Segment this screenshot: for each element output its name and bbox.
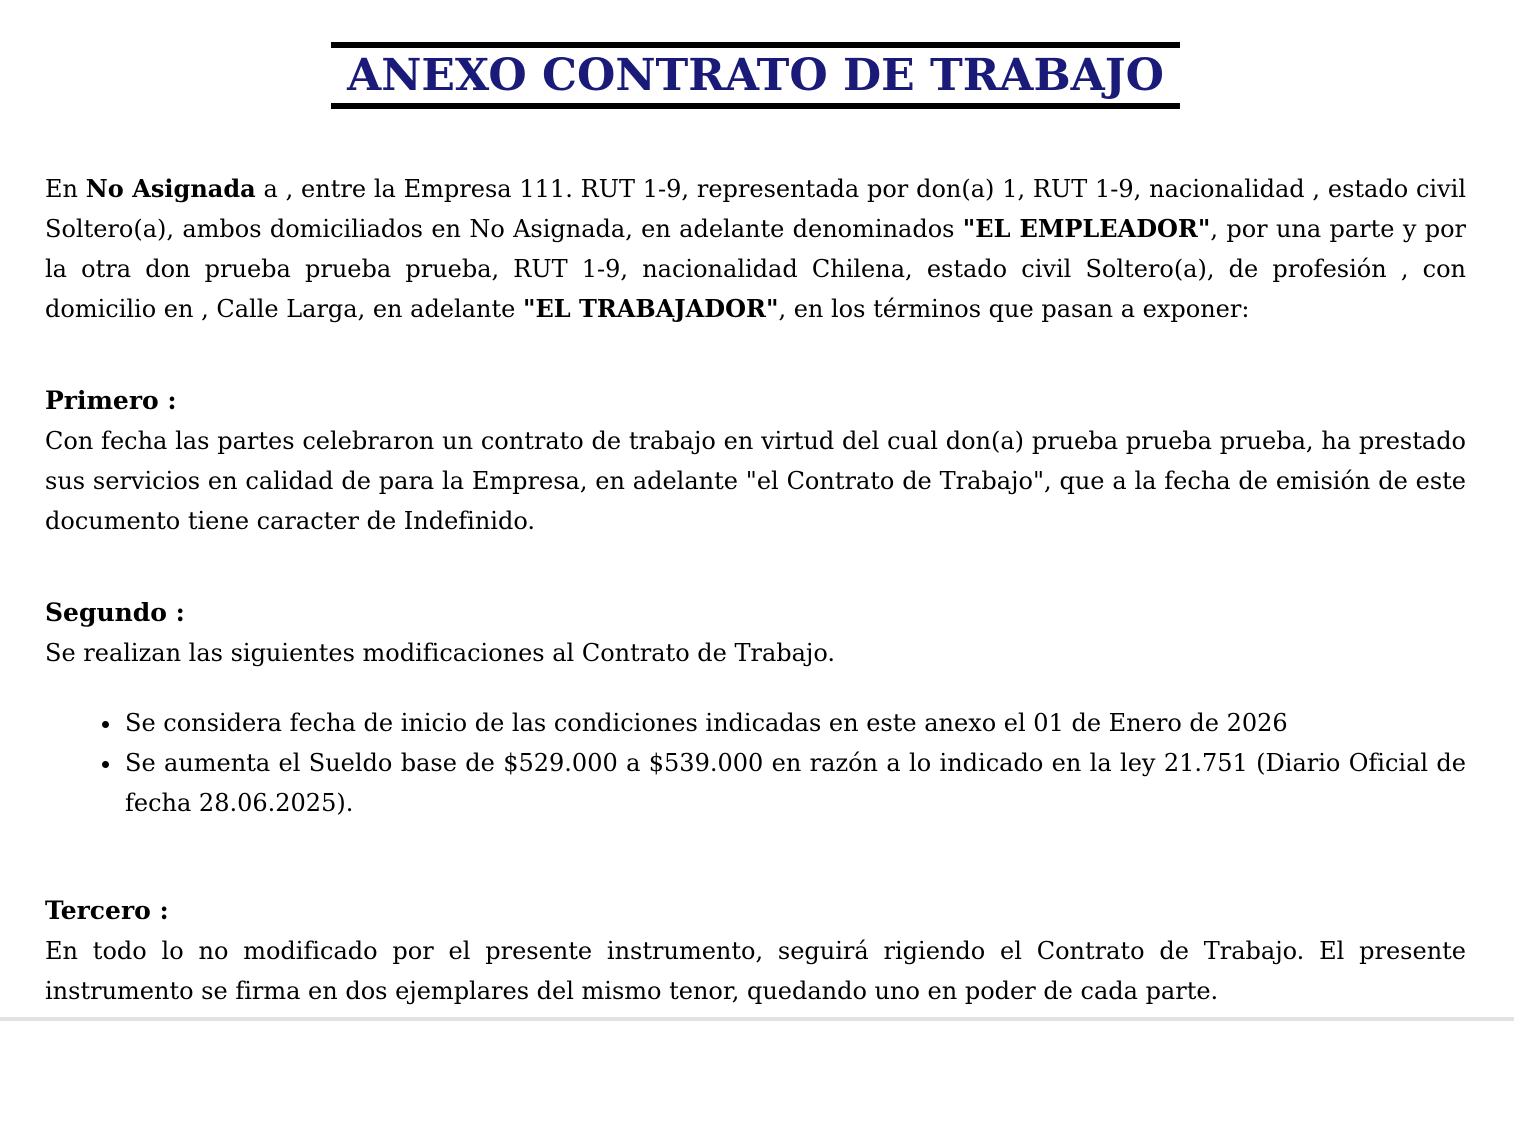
document-title-container [45, 42, 1466, 109]
intro-text-3: , por una parte y por la otra don prueba prueba prueba, RUT 1-9, nacionalidad Chilena, estado civil Soltero(a), de profesión , con domicilio en , Calle Larga, en adelante [45, 215, 1467, 323]
intro-bold-trabajador: "EL TRABAJADOR" [522, 294, 779, 323]
modification-item-salary-increase: • Se aumenta el Sueldo base de $529.000 a $539.000 en razón a lo indicado en la ley 21.751 (Diario Oficial de fecha 28.06.2025). [123, 743, 1466, 823]
section-body-tercero: En todo lo no modificado por el presente instrumento, seguirá rigiendo el Contrato de Trabajo. El presente instrumento se firma en dos ejemplares del mismo tenor, quedando uno en poder de cada parte. [45, 937, 1466, 1005]
modifications-list [45, 703, 1466, 823]
intro-bold-empleador: "EL EMPLEADOR" [962, 214, 1211, 243]
page-bottom-divider [0, 1017, 1514, 1021]
intro-paragraph [45, 169, 1466, 329]
intro-bold-city: No Asignada [85, 174, 256, 203]
section-body-segundo: Se realizan las siguientes modificaciones al Contrato de Trabajo. [45, 639, 836, 667]
modification-item-start-date: • Se considera fecha de inicio de las condiciones indicadas en este anexo el 01 de Enero de 2026 [123, 703, 1466, 743]
document-title: ANEXO CONTRATO DE TRABAJO [331, 42, 1180, 109]
section-heading-tercero: Tercero : [45, 896, 169, 925]
section-heading-primero: Primero : [45, 386, 177, 415]
section-heading-segundo: Segundo : [45, 598, 185, 627]
intro-text-4: , en los términos que pasan a exponer: [778, 295, 1250, 323]
intro-text-2: a , entre la Empresa 111. RUT 1-9, representada por don(a) 1, RUT 1-9, nacionalidad , estado civil Soltero(a), ambos domiciliados en No Asignada, en adelante denominados [45, 175, 1466, 243]
section-body-primero: Con fecha las partes celebraron un contrato de trabajo en virtud del cual don(a) prueba prueba prueba, ha prestado sus servicios en calidad de para la Empresa, en adelante "el Contrato de Trabajo", que a la fecha de emisión de este documento tiene caracter de Indefinido. [45, 427, 1466, 535]
intro-text-1: En [45, 175, 86, 203]
